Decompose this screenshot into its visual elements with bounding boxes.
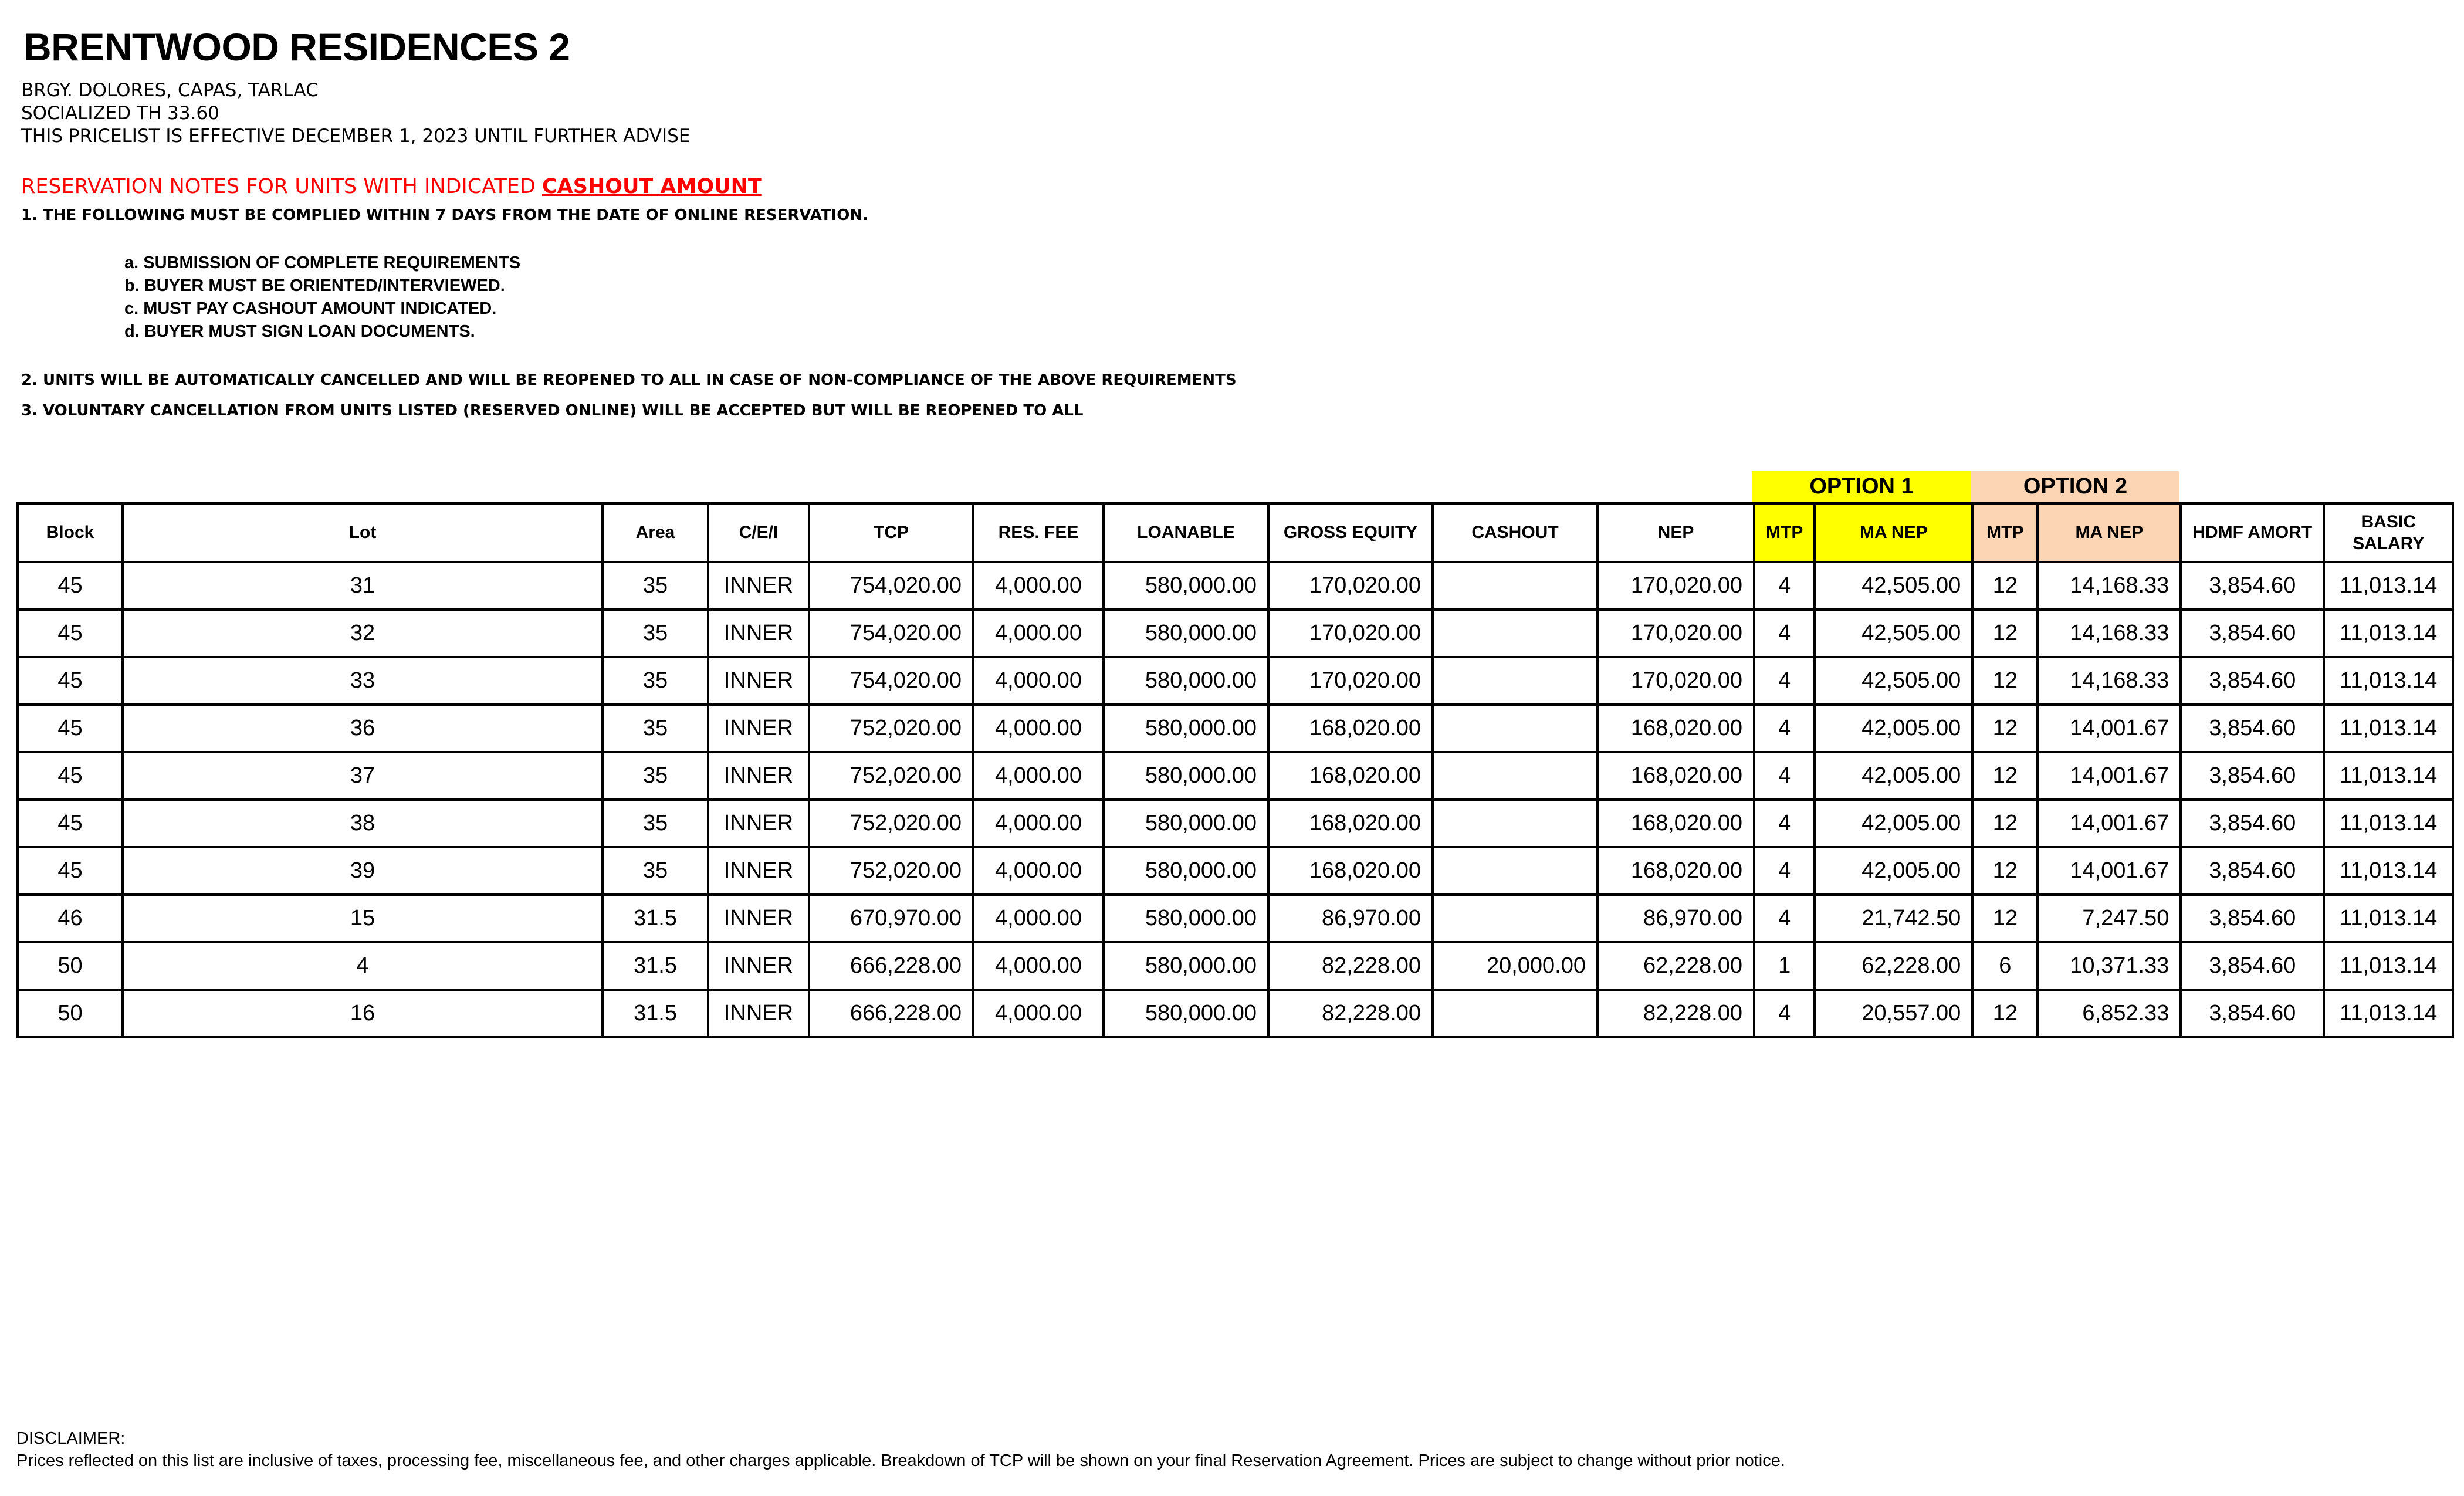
col-res-fee: RES. FEE: [973, 503, 1104, 562]
cell-option2-mtp: 12: [1972, 847, 2037, 895]
cell-option2-mtp: 12: [1972, 657, 2037, 705]
col-lot: Lot: [123, 503, 603, 562]
cell-cashout: [1433, 610, 1597, 657]
cell-loanable: 580,000.00: [1104, 705, 1268, 752]
cell-option1-mtp: 4: [1754, 610, 1815, 657]
cell-option2-ma-nep: 14,168.33: [2037, 562, 2181, 610]
notes-heading-text: RESERVATION NOTES FOR UNITS WITH INDICATED: [21, 175, 542, 198]
cell-option2-mtp: 12: [1972, 895, 2037, 942]
cell-block: 45: [18, 752, 123, 800]
cell-lot: 37: [123, 752, 603, 800]
table-row: [18, 990, 2453, 1037]
table-row: [18, 657, 2453, 705]
cell-area: 35: [603, 847, 708, 895]
cell-res-fee: 4,000.00: [973, 562, 1104, 610]
cell-cei: INNER: [708, 990, 809, 1037]
col-area: Area: [603, 503, 708, 562]
cell-lot: 4: [123, 942, 603, 990]
cell-lot: 15: [123, 895, 603, 942]
cell-basic-salary: 11,013.14: [2324, 562, 2453, 610]
cell-option1-mtp: 1: [1754, 942, 1815, 990]
cell-option2-ma-nep: 14,168.33: [2037, 657, 2181, 705]
cell-res-fee: 4,000.00: [973, 990, 1104, 1037]
cell-block: 45: [18, 800, 123, 847]
col-gross-equity: GROSS EQUITY: [1268, 503, 1433, 562]
cell-basic-salary: 11,013.14: [2324, 990, 2453, 1037]
cell-tcp: 752,020.00: [809, 800, 973, 847]
cell-option2-ma-nep: 10,371.33: [2037, 942, 2181, 990]
cell-block: 45: [18, 847, 123, 895]
cell-tcp: 754,020.00: [809, 610, 973, 657]
cell-hdmf-amort: 3,854.60: [2181, 562, 2324, 610]
cell-lot: 16: [123, 990, 603, 1037]
cell-option2-mtp: 12: [1972, 800, 2037, 847]
cell-cashout: 20,000.00: [1433, 942, 1597, 990]
cell-res-fee: 4,000.00: [973, 752, 1104, 800]
cell-option1-mtp: 4: [1754, 562, 1815, 610]
cell-cashout: [1433, 990, 1597, 1037]
cell-option2-mtp: 12: [1972, 562, 2037, 610]
cell-option1-ma-nep: 42,005.00: [1815, 705, 1972, 752]
col-option1-ma-nep: MA NEP: [1815, 503, 1972, 562]
cell-option2-mtp: 12: [1972, 705, 2037, 752]
cell-gross-equity: 82,228.00: [1268, 942, 1433, 990]
cell-cashout: [1433, 800, 1597, 847]
effectivity-line: THIS PRICELIST IS EFFECTIVE DECEMBER 1, 2023 UNTIL FURTHER ADVISE: [21, 126, 691, 147]
cell-loanable: 580,000.00: [1104, 895, 1268, 942]
cell-option1-mtp: 4: [1754, 752, 1815, 800]
cell-tcp: 670,970.00: [809, 895, 973, 942]
cell-lot: 33: [123, 657, 603, 705]
cell-cei: INNER: [708, 610, 809, 657]
cell-option2-mtp: 12: [1972, 990, 2037, 1037]
col-block: Block: [18, 503, 123, 562]
cell-lot: 31: [123, 562, 603, 610]
cell-basic-salary: 11,013.14: [2324, 657, 2453, 705]
col-option2-mtp: MTP: [1972, 503, 2037, 562]
cell-hdmf-amort: 3,854.60: [2181, 752, 2324, 800]
cell-option1-ma-nep: 42,005.00: [1815, 752, 1972, 800]
cell-block: 50: [18, 942, 123, 990]
cell-nep: 62,228.00: [1597, 942, 1754, 990]
cell-gross-equity: 168,020.00: [1268, 705, 1433, 752]
cell-cei: INNER: [708, 562, 809, 610]
cell-option2-ma-nep: 14,001.67: [2037, 752, 2181, 800]
table-row: [18, 942, 2453, 990]
cell-cei: INNER: [708, 705, 809, 752]
cell-area: 35: [603, 752, 708, 800]
cell-loanable: 580,000.00: [1104, 752, 1268, 800]
table-row: [18, 800, 2453, 847]
cell-option2-ma-nep: 7,247.50: [2037, 895, 2181, 942]
cell-basic-salary: 11,013.14: [2324, 895, 2453, 942]
rule-3: 3. VOLUNTARY CANCELLATION FROM UNITS LISTED (RESERVED ONLINE) WILL BE ACCEPTED BUT WILL BE REOPENED TO ALL: [21, 402, 1084, 419]
cell-cashout: [1433, 895, 1597, 942]
cell-option1-ma-nep: 20,557.00: [1815, 990, 1972, 1037]
col-loanable: LOANABLE: [1104, 503, 1268, 562]
cell-gross-equity: 86,970.00: [1268, 895, 1433, 942]
option-2-label: OPTION 2: [1971, 471, 2179, 502]
cell-option2-mtp: 12: [1972, 610, 2037, 657]
cell-area: 35: [603, 610, 708, 657]
col-cei: C/E/I: [708, 503, 809, 562]
cell-basic-salary: 11,013.14: [2324, 610, 2453, 657]
cell-tcp: 666,228.00: [809, 990, 973, 1037]
cell-block: 45: [18, 610, 123, 657]
cell-option1-mtp: 4: [1754, 657, 1815, 705]
cell-gross-equity: 168,020.00: [1268, 752, 1433, 800]
cell-res-fee: 4,000.00: [973, 942, 1104, 990]
cell-hdmf-amort: 3,854.60: [2181, 990, 2324, 1037]
cell-nep: 170,020.00: [1597, 562, 1754, 610]
requirement-a: a. SUBMISSION OF COMPLETE REQUIREMENTS: [124, 253, 521, 272]
cell-lot: 32: [123, 610, 603, 657]
cell-gross-equity: 82,228.00: [1268, 990, 1433, 1037]
cell-basic-salary: 11,013.14: [2324, 752, 2453, 800]
cell-block: 45: [18, 562, 123, 610]
table-header-row: [18, 503, 2453, 562]
location-line: BRGY. DOLORES, CAPAS, TARLAC: [21, 80, 319, 101]
cell-nep: 82,228.00: [1597, 990, 1754, 1037]
cell-area: 31.5: [603, 895, 708, 942]
col-hdmf-amort: HDMF AMORT: [2181, 503, 2324, 562]
cell-lot: 38: [123, 800, 603, 847]
cell-cei: INNER: [708, 752, 809, 800]
cell-lot: 36: [123, 705, 603, 752]
cell-area: 35: [603, 562, 708, 610]
option-1-label: OPTION 1: [1752, 471, 1971, 502]
col-cashout: CASHOUT: [1433, 503, 1597, 562]
cell-option1-ma-nep: 42,005.00: [1815, 800, 1972, 847]
cell-cashout: [1433, 705, 1597, 752]
table-row: [18, 895, 2453, 942]
cell-gross-equity: 170,020.00: [1268, 657, 1433, 705]
cell-option2-ma-nep: 14,001.67: [2037, 847, 2181, 895]
cell-loanable: 580,000.00: [1104, 847, 1268, 895]
cell-loanable: 580,000.00: [1104, 942, 1268, 990]
cell-option2-ma-nep: 14,168.33: [2037, 610, 2181, 657]
col-option2-ma-nep: MA NEP: [2037, 503, 2181, 562]
cell-hdmf-amort: 3,854.60: [2181, 895, 2324, 942]
cell-lot: 39: [123, 847, 603, 895]
reservation-notes-heading: [21, 175, 762, 198]
cell-block: 45: [18, 657, 123, 705]
cell-option1-ma-nep: 42,505.00: [1815, 610, 1972, 657]
cell-block: 50: [18, 990, 123, 1037]
cell-res-fee: 4,000.00: [973, 800, 1104, 847]
pricelist-table: [16, 502, 2454, 1038]
rule-2: 2. UNITS WILL BE AUTOMATICALLY CANCELLED AND WILL BE REOPENED TO ALL IN CASE OF NON-COMPLIANCE OF THE ABOVE REQUIREMENTS: [21, 371, 1237, 389]
cell-nep: 168,020.00: [1597, 752, 1754, 800]
col-option1-mtp: MTP: [1754, 503, 1815, 562]
cell-cei: INNER: [708, 800, 809, 847]
cell-loanable: 580,000.00: [1104, 800, 1268, 847]
cell-loanable: 580,000.00: [1104, 657, 1268, 705]
cell-basic-salary: 11,013.14: [2324, 847, 2453, 895]
cell-option1-ma-nep: 42,505.00: [1815, 562, 1972, 610]
cell-area: 35: [603, 657, 708, 705]
cell-option1-ma-nep: 21,742.50: [1815, 895, 1972, 942]
cell-res-fee: 4,000.00: [973, 847, 1104, 895]
col-nep: NEP: [1597, 503, 1754, 562]
cell-basic-salary: 11,013.14: [2324, 800, 2453, 847]
cell-block: 46: [18, 895, 123, 942]
cell-hdmf-amort: 3,854.60: [2181, 942, 2324, 990]
cell-res-fee: 4,000.00: [973, 895, 1104, 942]
cell-option1-ma-nep: 42,505.00: [1815, 657, 1972, 705]
requirement-d: d. BUYER MUST SIGN LOAN DOCUMENTS.: [124, 322, 475, 341]
cell-cei: INNER: [708, 942, 809, 990]
cell-nep: 168,020.00: [1597, 847, 1754, 895]
cell-gross-equity: 168,020.00: [1268, 847, 1433, 895]
category-line: SOCIALIZED TH 33.60: [21, 103, 219, 124]
cell-res-fee: 4,000.00: [973, 610, 1104, 657]
rule-1: 1. THE FOLLOWING MUST BE COMPLIED WITHIN 7 DAYS FROM THE DATE OF ONLINE RESERVATION.: [21, 207, 869, 224]
cell-cashout: [1433, 847, 1597, 895]
cell-hdmf-amort: 3,854.60: [2181, 705, 2324, 752]
cell-option1-mtp: 4: [1754, 990, 1815, 1037]
table-row: [18, 752, 2453, 800]
cell-option1-mtp: 4: [1754, 800, 1815, 847]
col-basic-salary: BASIC SALARY: [2324, 503, 2453, 562]
cell-block: 45: [18, 705, 123, 752]
cell-hdmf-amort: 3,854.60: [2181, 847, 2324, 895]
requirement-c: c. MUST PAY CASHOUT AMOUNT INDICATED.: [124, 299, 497, 318]
cell-gross-equity: 168,020.00: [1268, 800, 1433, 847]
cell-option1-mtp: 4: [1754, 705, 1815, 752]
cell-tcp: 754,020.00: [809, 657, 973, 705]
cell-cei: INNER: [708, 657, 809, 705]
cell-gross-equity: 170,020.00: [1268, 610, 1433, 657]
cell-basic-salary: 11,013.14: [2324, 705, 2453, 752]
cell-option1-mtp: 4: [1754, 847, 1815, 895]
cell-hdmf-amort: 3,854.60: [2181, 800, 2324, 847]
requirement-b: b. BUYER MUST BE ORIENTED/INTERVIEWED.: [124, 276, 505, 295]
cell-option2-ma-nep: 14,001.67: [2037, 800, 2181, 847]
cell-option1-ma-nep: 42,005.00: [1815, 847, 1972, 895]
table-row: [18, 562, 2453, 610]
table-row: [18, 610, 2453, 657]
cell-area: 31.5: [603, 990, 708, 1037]
cell-option2-mtp: 6: [1972, 942, 2037, 990]
cell-cei: INNER: [708, 895, 809, 942]
page-title: BRENTWOOD RESIDENCES 2: [23, 25, 570, 69]
table-row: [18, 705, 2453, 752]
cell-res-fee: 4,000.00: [973, 657, 1104, 705]
disclaimer-text: Prices reflected on this list are inclusive of taxes, processing fee, miscellaneous fee, and other charges applicable. Breakdown of TCP will be shown on your final Reservation Agreement. Prices are subject to change without prior notice.: [16, 1451, 1785, 1470]
cell-cashout: [1433, 562, 1597, 610]
cell-nep: 86,970.00: [1597, 895, 1754, 942]
cell-option2-ma-nep: 14,001.67: [2037, 705, 2181, 752]
cell-res-fee: 4,000.00: [973, 705, 1104, 752]
cell-option1-ma-nep: 62,228.00: [1815, 942, 1972, 990]
cell-basic-salary: 11,013.14: [2324, 942, 2453, 990]
cell-area: 35: [603, 800, 708, 847]
cell-area: 35: [603, 705, 708, 752]
cell-tcp: 752,020.00: [809, 752, 973, 800]
cell-loanable: 580,000.00: [1104, 610, 1268, 657]
cell-nep: 170,020.00: [1597, 657, 1754, 705]
cashout-emphasis: CASHOUT AMOUNT: [541, 175, 762, 198]
cell-cashout: [1433, 657, 1597, 705]
cell-area: 31.5: [603, 942, 708, 990]
cell-nep: 168,020.00: [1597, 705, 1754, 752]
cell-option2-mtp: 12: [1972, 752, 2037, 800]
col-tcp: TCP: [809, 503, 973, 562]
cell-hdmf-amort: 3,854.60: [2181, 610, 2324, 657]
cell-gross-equity: 170,020.00: [1268, 562, 1433, 610]
cell-tcp: 754,020.00: [809, 562, 973, 610]
cell-loanable: 580,000.00: [1104, 990, 1268, 1037]
cell-option1-mtp: 4: [1754, 895, 1815, 942]
cell-tcp: 752,020.00: [809, 847, 973, 895]
table-row: [18, 847, 2453, 895]
cell-loanable: 580,000.00: [1104, 562, 1268, 610]
cell-hdmf-amort: 3,854.60: [2181, 657, 2324, 705]
cell-cashout: [1433, 752, 1597, 800]
cell-cei: INNER: [708, 847, 809, 895]
cell-nep: 170,020.00: [1597, 610, 1754, 657]
cell-option2-ma-nep: 6,852.33: [2037, 990, 2181, 1037]
cell-tcp: 666,228.00: [809, 942, 973, 990]
cell-tcp: 752,020.00: [809, 705, 973, 752]
disclaimer-label: DISCLAIMER:: [16, 1429, 126, 1448]
cell-nep: 168,020.00: [1597, 800, 1754, 847]
